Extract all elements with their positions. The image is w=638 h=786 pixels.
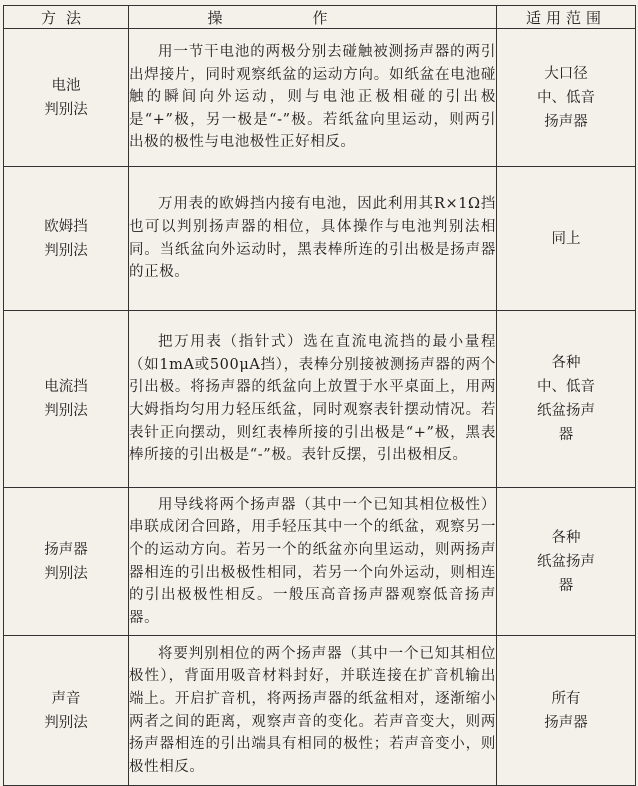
scope-line: 扬声器 — [544, 714, 588, 731]
operation-text: 用一节干电池的两极分别去碰触被测扬声器的两引出焊接片，同时观察纸盆的运动方向。如纸盆在电池碰触的瞬间向外运动，则与电池正极相碰的引出极是“+”极，另一极是“-”极。若纸盆向里运动，则两引出极的极性与电池极性正好相反。 — [129, 44, 496, 151]
scope-line: 各种 — [551, 529, 581, 546]
operation-text: 用导线将两个扬声器（其中一个已知其相位极性）串联成闭合回路，用手轻压其中一个的纸盆，观察另一个的运动方向。若另一个的纸盆亦向里运动，则两扬声器相连的引出极极性相同，若另一个向外运动，则相连的引出极极性相反。一般压高音扬声器观察低音扬声器。 — [129, 496, 496, 626]
header-method: 方法 — [4, 6, 129, 29]
table-row — [4, 167, 636, 311]
row-operation — [129, 488, 497, 636]
header-scope: 适用范围 — [497, 6, 636, 29]
scope-line: 纸盆扬声 — [537, 553, 595, 570]
row-operation — [129, 311, 497, 488]
scope-line: 扬声器 — [544, 113, 588, 130]
row-scope — [497, 311, 636, 488]
scope-line: 各种 — [551, 355, 581, 371]
scope-line: 同上 — [551, 230, 581, 247]
row-method — [4, 636, 129, 786]
row-method — [4, 167, 129, 311]
method-line: 判别法 — [44, 403, 88, 419]
scope-line: 所有 — [551, 690, 581, 707]
method-line: 欧姆挡 — [44, 218, 88, 235]
scope-line: 器 — [558, 427, 574, 443]
row-operation — [129, 636, 497, 786]
row-method — [4, 488, 129, 636]
method-line: 扬声器 — [44, 541, 88, 558]
method-line: 声音 — [51, 690, 81, 707]
table-row — [4, 29, 636, 167]
operation-text: 万用表的欧姆挡内接有电池，因此利用其R×1Ω挡也可以判别扬声器的相位，具体操作与电池判别法相同。当纸盆向外运动时，黑表棒所连的引出极是扬声器的正极。 — [129, 196, 496, 281]
method-line: 电流挡 — [44, 379, 88, 395]
row-method — [4, 29, 129, 167]
scope-line: 纸盆扬声 — [537, 403, 595, 419]
scope-line: 中、低音 — [537, 379, 595, 395]
method-line: 判别法 — [44, 714, 88, 731]
row-method — [4, 311, 129, 488]
scope-line: 器 — [558, 577, 574, 594]
row-scope — [497, 488, 636, 636]
table-row — [4, 311, 636, 488]
method-line: 判别法 — [44, 242, 88, 259]
table-row — [4, 488, 636, 636]
scope-line: 中、低音 — [537, 89, 595, 106]
row-scope — [497, 167, 636, 311]
table-row — [4, 636, 636, 786]
operation-text: 将要判别相位的两个扬声器（其中一个已知其相位极性），背面用吸音材料封好，并联连接在扩音机输出端上。开启扩音机，将两扬声器的纸盆相对，逐渐缩小两者之间的距离，观察声音的变化。若声音变大，则两扬声器相连的引出端具有相同的极性；若声音变小，则极性相反。 — [129, 645, 496, 775]
operation-text: 把万用表（指针式）选在直流电流挡的最小量程（如1mA或500μA挡），表棒分别接被测扬声器的两个引出极。将扬声器的纸盆向上放置于水平桌面上，用两大姆指均匀用力轻压纸盆，同时观察表针摆动情况。若表针正向摆动，则红表棒所接的引出极是“+”极，黑表棒所接的引出极是“-”极。表针反摆，引出极相反。 — [129, 334, 496, 464]
speaker-polarity-table — [3, 5, 636, 786]
scope-line: 大口径 — [544, 65, 588, 82]
row-scope — [497, 29, 636, 167]
row-operation — [129, 29, 497, 167]
header-operation: 操作 — [129, 6, 497, 29]
method-line: 判别法 — [44, 101, 88, 118]
row-operation — [129, 167, 497, 311]
row-scope — [497, 636, 636, 786]
table-header-row — [4, 6, 636, 29]
method-line: 判别法 — [44, 565, 88, 582]
method-line: 电池 — [51, 77, 81, 94]
